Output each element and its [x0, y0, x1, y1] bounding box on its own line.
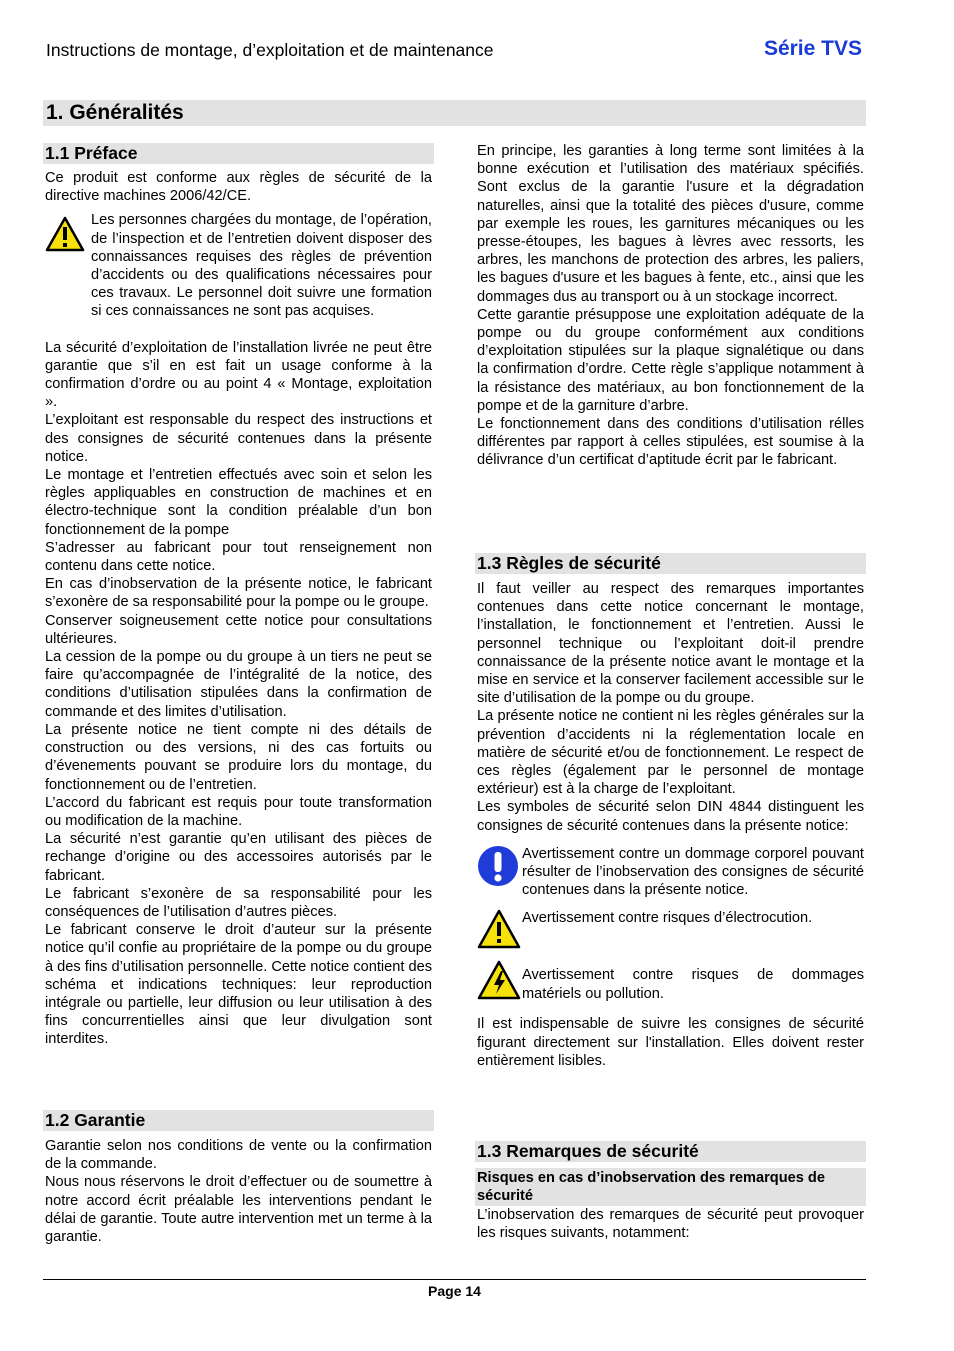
- paragraph: Le fabricant s’exonère de sa responsabilité pour les conséquences de l’utilisation d’autres pièces.: [45, 885, 432, 920]
- right-column-intro: [475, 142, 866, 470]
- paragraph: Le fonctionnement dans des conditions d’utilisation rélles différentes par rapport à celles stipulées, est soumise à la délivrance d’un certificat d’aptitude écrit par le fabricant.: [477, 416, 864, 469]
- paragraph: Le fabricant conserve le droit d’auteur sur la présente notice qu’il confie au propriétaire de la pompe ou du groupe à des fins d’utilisation personnelle. Cette notice contient des schéma et indications techniques: leur reproduction intégrale ou partielle, leur diffusion ou leur utilisation à des fins concurrentielles ainsi que leur divulgation sont interdites.: [45, 922, 432, 1048]
- remarques-heading: 1.3 Remarques de sécurité: [475, 1141, 866, 1162]
- exclamation-circle-icon: [477, 845, 522, 892]
- paragraph: La cession de la pompe ou du groupe à un tiers ne peut se faire qu’accompagnée de l’intégralité de la notice, des conditions d’utilisation stipulées dans la confirmation de commande et des limites d’utilisation.: [45, 649, 432, 720]
- footer-rule: [43, 1279, 866, 1280]
- remarques-section: [475, 1141, 866, 1242]
- warning-triangle-icon: [477, 909, 522, 954]
- paragraph: En principe, les garanties à long terme sont limitées à la bonne exécution et l’utilisation des matériaux spécifiés. Sont exclus de la garantie l'usure et la dégradation naturelles, ainsi que la totalité des pièces d'usure, comme par exemple les roues, les garnitures mécaniques ou les presse-étoupes, les bagues à lèvres avec ressorts, les arbres, les manchons de protection des arbres, les paliers, les bagues d'usure et les bagues à fente, etc., ainsi que les dommages dus au transport ou à un stockage incorrect.: [477, 143, 864, 305]
- paragraph: L’accord du fabricant est requis pour toute transformation ou modification de la machine.: [45, 794, 432, 829]
- electric-hazard-icon: [477, 960, 522, 1005]
- paragraph: Garantie selon nos conditions de vente ou la confirmation de la commande.: [45, 1138, 432, 1173]
- symbol-text: Avertissement contre risques de dommages matériels ou pollution.: [522, 967, 864, 1002]
- paragraph: Le montage et l’entretien effectués avec soin et selon les règles appliquables en construction de machines et en électro-technique sont la condition préalable d’un bon fonctionnement de la pompe: [45, 467, 432, 538]
- preface-intro: Ce produit est conforme aux règles de sécurité de la directive machines 2006/42/CE.: [45, 170, 432, 205]
- remarques-subheading: Risques en cas d’inobservation des remarques de sécurité: [475, 1168, 866, 1206]
- symbol-text: Avertissement contre risques d’électrocution.: [522, 910, 813, 927]
- paragraph: Les symboles de sécurité selon DIN 4844 distinguent les consignes de sécurité contenues dans la présente notice:: [477, 799, 864, 834]
- preface-paragraphs: [45, 339, 432, 1049]
- paragraph: S’adresser au fabricant pour tout renseignement non contenu dans cette notice.: [45, 539, 432, 575]
- paragraph: Il faut veiller au respect des remarques importantes contenues dans cette notice concernant le montage, l’installation, le fonctionnement et l’entretien. Aussi le personnel technique ou l’exploitant doit-il prendre connaissance de la présente notice avant le montage et la mise en service et la conserver facilement accessible sur le site d’utilisation de la pompe ou du groupe.: [477, 581, 864, 707]
- series-label: Série TVS: [763, 37, 862, 60]
- paragraph: La sécurité d’exploitation de l’installation livrée ne peut être garantie que s’il en est fait un usage conforme à la confirmation d’ordre ou au point 4 « Montage, exploitation ».: [45, 339, 432, 411]
- paragraph: En cas d’inobservation de la présente notice, le fabricant s’exonère de sa responsabilité pour la pompe ou le groupe.: [45, 576, 432, 611]
- symbol-row-electrocution: [477, 909, 864, 954]
- section-title: 1. Généralités: [46, 101, 184, 124]
- paragraph: Cette garantie présuppose une exploitation adéquate de la pompe ou du groupe conformément aux conditions d’exploitation stipulées sur la plaque signalétique ou dans la confirmation d’ordre. Cette règle s’applique notamment à la résistance des matériaux, au bon fonctionnement de la pompe et de la garniture d’arbre.: [477, 306, 864, 414]
- page-number: Page 14: [428, 1283, 481, 1299]
- paragraph: Conserver soigneusement cette notice pour consultations ultérieures.: [45, 612, 432, 647]
- regles-closing: Il est indispensable de suivre les consignes de sécurité figurant directement sur l'installation. Elles doivent rester entièrement lisibles.: [477, 1016, 864, 1069]
- paragraph: L’inobservation des remarques de sécurité peut provoquer les risques suivants, notamment:: [477, 1207, 864, 1242]
- symbol-row-personal: [477, 845, 864, 900]
- preface-warning-text: Les personnes chargées du montage, de l’opération, de l’inspection et de l’entretien doivent disposer des connaissances requises des règles de prévention d’accidents ou des qualifications nécessaires pour ces travaux. Le personnel doit suivre une formation si ces connaissances ne sont pas acquises.: [91, 212, 432, 320]
- preface-heading: 1.1 Préface: [43, 143, 434, 164]
- paragraph: La présente notice ne contient ni les règles générales sur la prévention d’accidents ni la réglementation locale en matière de sécurité et/ou de fonctionnement. Le respect de ces règles (également par le personnel de montage extérieur) est à la charge de l’exploitant.: [477, 708, 864, 798]
- symbol-text: Avertissement contre un dommage corporel pouvant résulter de l’inobservation des consignes de sécurité contenues dans la présente notice.: [522, 845, 864, 899]
- paragraph: L’exploitant est responsable du respect des instructions et des consignes de sécurité contenues dans la présente notice.: [45, 412, 432, 465]
- paragraph: La sécurité n’est garantie qu’en utilisant des pièces de rechange d’origine ou des accessoires autorisés par le fabricant.: [45, 831, 432, 884]
- garantie-heading: 1.2 Garantie: [43, 1110, 434, 1131]
- document-header-title: Instructions de montage, d’exploitation et de maintenance: [46, 40, 494, 60]
- regles-heading: 1.3 Règles de sécurité: [475, 553, 866, 574]
- left-column: [43, 143, 434, 1049]
- warning-triangle-icon: [45, 216, 91, 257]
- paragraph: Nous nous réservons le droit d’effectuer ou de soumettre à notre accord écrit préalable les interventions pendant le délai de garantie. Toute autre intervention met un terme à la garantie.: [45, 1174, 432, 1246]
- preface-warning: [45, 211, 432, 320]
- regles-section: [475, 553, 866, 1070]
- paragraph: La présente notice ne tient compte ni des détails de construction ou des versions, ni des cas fortuits ou d’évenements pouvant se produire lors du montage, du fonctionnement ou de l’entretien.: [45, 721, 432, 793]
- symbol-row-material: [477, 960, 864, 1005]
- garantie-section: [43, 1110, 434, 1246]
